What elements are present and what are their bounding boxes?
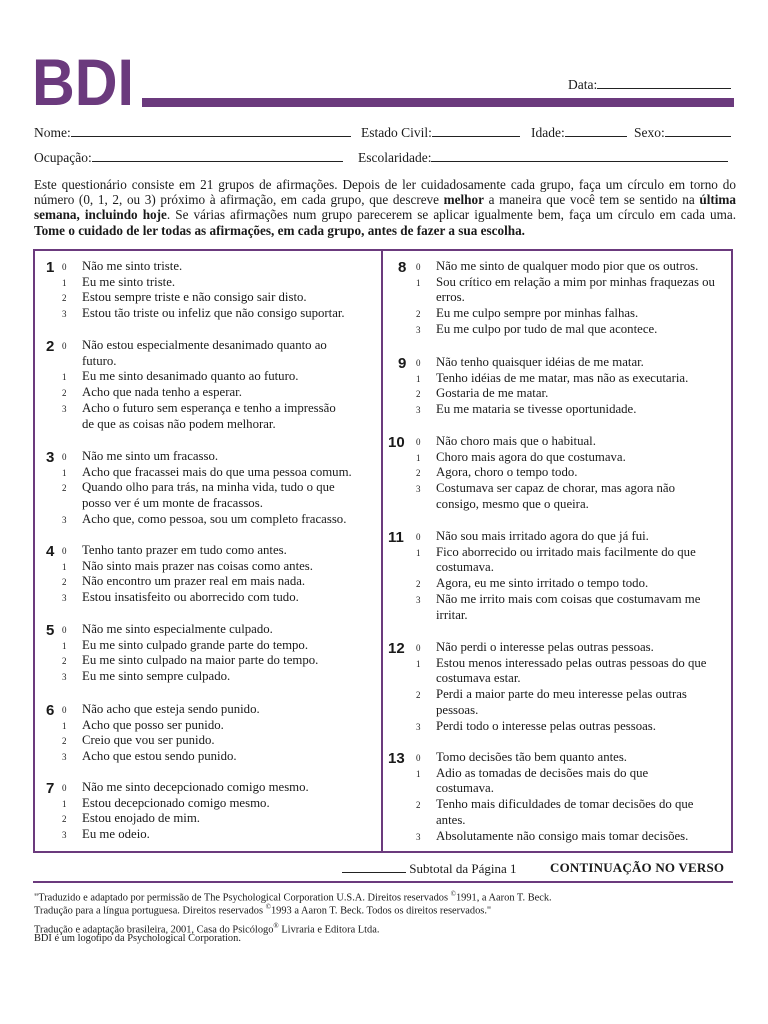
publisher-line: Tradução e adaptação brasileira, 2001, Casa do Psicólogo® Livraria e Editora Ltda.	[34, 922, 380, 936]
option-row[interactable]: 1 Tenho idéias de me matar, mas não as executaria.	[416, 370, 689, 385]
civil-status-label: Estado Civil:	[361, 125, 432, 140]
option-row[interactable]: 3 Acho o futuro sem esperança e tenho a impressão de que as coisas não podem melhorar.	[62, 400, 336, 431]
item-number: 5	[46, 622, 55, 639]
option-row[interactable]: 0 Tenho tanto prazer em tudo como antes.	[62, 543, 287, 557]
option-row[interactable]: 3 Eu me sinto sempre culpado.	[62, 669, 231, 684]
option-row[interactable]: 1 Eu me sinto triste.	[62, 274, 176, 289]
option-row[interactable]: 0 Não me sinto triste.	[62, 259, 183, 273]
option-row[interactable]: 0 Não acho que esteja sendo punido.	[62, 702, 260, 716]
option-row[interactable]: 0 Não me sinto decepcionado comigo mesmo.	[62, 780, 309, 794]
option-row[interactable]: 2 Eu me culpo sempre por minhas falhas.	[416, 306, 639, 321]
occupation-field[interactable]	[34, 149, 343, 166]
option-row[interactable]: 0 Não me sinto especialmente culpado.	[62, 622, 273, 636]
copyright-line-2: Tradução para a língua portuguesa. Direitos reservados ©1993 a Aaron T. Beck. Todos os direitos reservados."	[34, 903, 492, 917]
option-row[interactable]: 3 Eu me culpo por tudo de mal que acontece.	[416, 321, 658, 336]
instructions: Este questionário consiste em 21 grupos de afirmações. Depois de ler cuidadosamente cada grupo, faça um círculo em torno do número (0, 1, 2, ou 3) próximo à afirmação, em cada grupo, que descreve melhor a maneira que você tem se sentido na última semana, incluindo hoje. Se várias afirmações num grupo parecerem se aplicar igualmente bem, faça um círculo em cada uma. Tome o cuidado de ler todas as afirmações, em cada grupo, antes de fazer a sua escolha.	[34, 177, 736, 238]
age-label: Idade:	[531, 125, 565, 140]
column-divider	[381, 251, 383, 851]
option-row[interactable]: 0 Não me sinto um fracasso.	[62, 449, 219, 463]
option-row[interactable]: 2 Tenho mais dificuldades de tomar decisões do que antes.	[416, 797, 694, 827]
option-row[interactable]: 2 Não encontro um prazer real em mais nada.	[62, 574, 306, 589]
option-row[interactable]: 2 Gostaria de me matar.	[416, 386, 549, 401]
option-row[interactable]: 3 Perdi todo o interesse pelas outras pessoas.	[416, 718, 656, 733]
footer-divider	[33, 881, 733, 883]
option-row[interactable]: 2 Perdi a maior parte do meu interesse pelas outras pessoas.	[416, 687, 687, 717]
option-row[interactable]: 1 Estou decepcionado comigo mesmo.	[62, 795, 270, 810]
option-row[interactable]: 2 Estou enojado de mim.	[62, 811, 200, 826]
option-row[interactable]: 1 Eu me sinto desanimado quanto ao futuro.	[62, 369, 299, 384]
option-row[interactable]: 2 Acho que nada tenho a esperar.	[62, 385, 242, 400]
option-row[interactable]: 1 Fico aborrecido ou irritado mais facilmente do que costumava.	[416, 544, 696, 575]
age-field[interactable]	[531, 124, 627, 141]
item-number: 12	[388, 640, 405, 657]
option-row[interactable]: 3 Estou insatisfeito ou aborrecido com tudo.	[62, 590, 299, 605]
option-row[interactable]: 1 Eu me sinto culpado grande parte do tempo.	[62, 637, 309, 652]
item-number: 10	[388, 434, 405, 451]
option-row[interactable]: 1 Choro mais agora do que costumava.	[416, 449, 626, 464]
option-row[interactable]: 2 Agora, choro o tempo todo.	[416, 465, 578, 480]
option-row[interactable]: 2 Eu me sinto culpado na maior parte do tempo.	[62, 653, 319, 668]
item-number: 13	[388, 750, 405, 767]
option-row[interactable]: 1 Estou menos interessado pelas outras pessoas do que costumava estar.	[416, 655, 707, 686]
option-row[interactable]: 0 Não me sinto de qualquer modo pior que os outros.	[416, 259, 699, 273]
copyright-line-1: "Traduzido e adaptado por permissão de The Psychological Corporation U.S.A. Direitos reservados ©1991, a Aaron T. Beck.	[34, 890, 552, 904]
education-field[interactable]	[358, 149, 728, 166]
logo-text: BDI	[32, 50, 134, 108]
name-field[interactable]	[34, 124, 351, 141]
subtotal-label: Subtotal da Página 1	[409, 861, 517, 876]
sex-field[interactable]	[634, 124, 731, 141]
item-number: 11	[388, 529, 404, 546]
item-number: 1	[46, 259, 55, 276]
bdi-logo	[32, 50, 136, 108]
item-number: 9	[398, 355, 407, 372]
item-number: 7	[46, 780, 55, 797]
date-field[interactable]	[568, 76, 731, 93]
option-row[interactable]: 1 Não sinto mais prazer nas coisas como antes.	[62, 558, 313, 573]
option-row[interactable]: 2 Creio que vou ser punido.	[62, 733, 215, 748]
item-number: 3	[46, 449, 55, 466]
option-row[interactable]: 0 Não choro mais que o habitual.	[416, 434, 596, 448]
education-label: Escolaridade:	[358, 150, 432, 165]
option-row[interactable]: 1 Adio as tomadas de decisões mais do que costumava.	[416, 765, 649, 796]
item-number: 4	[46, 543, 55, 560]
option-row[interactable]: 1 Acho que fracassei mais do que uma pessoa comum.	[62, 464, 352, 479]
option-row[interactable]: 2 Estou sempre triste e não consigo sair disto.	[62, 290, 307, 305]
option-row[interactable]: 3 Eu me mataria se tivesse oportunidade.	[416, 402, 637, 417]
subtotal-field[interactable]	[342, 860, 517, 877]
option-row[interactable]: 3 Absolutamente não consigo mais tomar decisões.	[416, 828, 689, 843]
continuation-note: CONTINUAÇÃO NO VERSO	[550, 860, 725, 875]
option-row[interactable]: 0 Não sou mais irritado agora do que já fui.	[416, 529, 649, 543]
option-row[interactable]: 3 Costumava ser capaz de chorar, mas agora não consigo, mesmo que o queira.	[416, 481, 675, 511]
option-row[interactable]: 0 Não perdi o interesse pelas outras pessoas.	[416, 640, 654, 654]
option-row[interactable]: 3 Eu me odeio.	[62, 827, 150, 842]
item-number: 6	[46, 702, 55, 719]
header-bar	[142, 98, 734, 107]
item-number: 2	[46, 338, 55, 355]
option-row[interactable]: 3 Acho que, como pessoa, sou um completo fracasso.	[62, 511, 347, 526]
option-row[interactable]: 2 Agora, eu me sinto irritado o tempo todo.	[416, 576, 649, 591]
date-label: Data:	[568, 77, 598, 92]
name-label: Nome:	[34, 125, 71, 140]
option-row[interactable]: 0 Tomo decisões tão bem quanto antes.	[416, 750, 628, 764]
occupation-label: Ocupação:	[34, 150, 92, 165]
civil-status-field[interactable]	[361, 124, 520, 141]
option-row[interactable]: 1 Acho que posso ser punido.	[62, 717, 224, 732]
option-row[interactable]: 3 Acho que estou sendo punido.	[62, 749, 237, 764]
option-row[interactable]: 3 Estou tão triste ou infeliz que não consigo suportar.	[62, 306, 345, 321]
option-row[interactable]: 1 Sou crítico em relação a mim por minhas fraquezas ou erros.	[416, 274, 715, 305]
sex-label: Sexo:	[634, 125, 665, 140]
option-row[interactable]: 0 Não estou especialmente desanimado quanto ao futuro.	[62, 338, 327, 368]
option-row[interactable]: 3 Não me irrito mais com coisas que costumavam me irritar.	[416, 591, 701, 622]
logo-trademark-line: BDI é um logotipo da Psychological Corporation.	[34, 933, 241, 944]
item-number: 8	[398, 259, 407, 276]
option-row[interactable]: 0 Não tenho quaisquer idéias de me matar.	[416, 355, 644, 369]
option-row[interactable]: 2 Quando olho para trás, na minha vida, tudo o que posso ver é um monte de fracassos.	[62, 480, 335, 511]
